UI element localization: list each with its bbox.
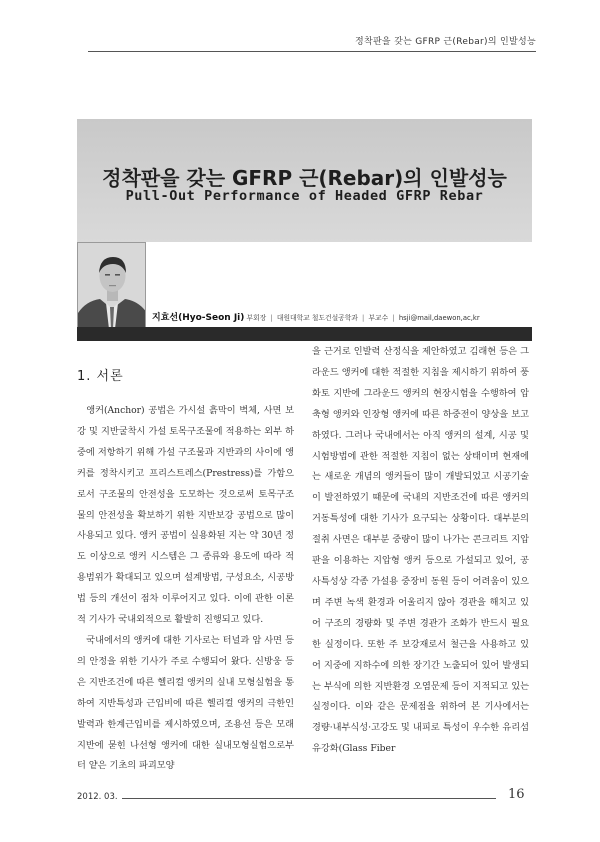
separator: |	[270, 314, 273, 322]
author-photo	[77, 242, 146, 328]
left-column	[77, 401, 294, 777]
paragraph: 앵커(Anchor) 공법은 가시설 흙막이 벽체, 사면 보강 및 지반굴착시 가설 토목구조물에 적용하는 외부 하중에 저항하기 위해 가설 구조물과 지반과의 사이에 앵커를 정착시키고 프리스트레스(Prestress)를 가함으로서 구조물의 안전성을 도모하는 것으로써 토목구조물의 안전성을 확보하기 위한 지반보강 공법으로 많이 사용되고 있다. 앵커 공법이 실용화된 지는 약 30년 정도 이상으로 앵커 시스템은 그 종류와 용도에 따라 적용범위가 확대되고 있으며 설계방법, 구성요소, 시공방법 등의 개선이 점차 이루어지고 있다. 이에 관한 이론적 기사가 국내외적으로 활발히 진행되고 있다.	[77, 405, 294, 626]
page-number: 16	[508, 787, 525, 802]
running-head: 정착판을 갖는 GFRP 근(Rebar)의 인발성능	[354, 37, 536, 47]
author-affiliation: 대원대학교 철도건설공학과	[276, 314, 358, 322]
author-position: 부교수	[368, 314, 389, 322]
author-role: 부회장	[246, 314, 267, 322]
header-rule	[88, 51, 536, 52]
author-line	[152, 310, 480, 323]
article-title-korean: 정착판을 갖는 GFRP 근(Rebar)의 인발성능	[102, 166, 507, 190]
paragraph: 을 근거로 인발력 산정식을 제안하였고 김래현 등은 그라운드 앵커에 대한 적절한 지침을 제시하기 위하여 풍화토 지반에 그라운드 앵커의 현장시험을 수행하여 압축형 앵커와 인장형 앵커에 따른 하중전이 양상을 보고하였다. 그러나 국내에서는 아직 앵커의 설계, 시공 및 시험방법에 관한 적절한 지침이 없는 상태이며 현재에는 새로운 개념의 앵커들이 많이 개발되었고 시공기술이 발전하였기 때문에 국내의 지반조건에 따른 앵커의 거동특성에 대한 기사가 요구되는 상황이다. 대부분의 절취 사면은 대부분 중량이 많이 나가는 콘크리트 지압판을 이용하는 지압형 앵커 등으로 가설되고 있어, 공사특성상 각종 가설용 중장비 동원 등이 어려움이 있으며 주변 녹색 환경과 어울리지 않아 경관을 해치고 있어 구조의 경량화 및 주변 경관가 조화가 반드시 필요한 실정이다. 또한 주 보강재로서 철근을 사용하고 있어 지중에 지하수에 의한 장기간 노출되어 있어 발생되는 부식에 의한 지반환경 오염문제 등이 지적되고 있는 실정이다. 이와 같은 문제점을 위하여 본 기사에서는 경량·내부식성·고강도 및 내피로 특성이 우수한 유리섬유강화(Glass Fiber	[312, 346, 529, 755]
author-portrait-image	[78, 243, 146, 328]
separator: |	[392, 314, 395, 322]
footer-rule	[122, 798, 496, 799]
author-bar	[77, 327, 532, 341]
separator: |	[362, 314, 365, 322]
article-title-english: Pull-Out Performance of Headed GFRP Rebar	[125, 188, 484, 204]
right-column	[312, 342, 529, 760]
author-name: 지효선(Hyo-Seon Ji)	[152, 313, 245, 323]
section-title: 1. 서론	[77, 369, 124, 384]
footer-date: 2012. 03.	[77, 792, 118, 802]
paragraph: 국내에서의 앵커에 대한 기사로는 터널과 암 사면 등의 안정을 위한 기사가 주로 수행되어 왔다. 신방웅 등은 지반조건에 따른 헬리컬 앵커의 실내 모형실험을 통하여 지반특성과 근입비에 따른 헬리컬 앵커의 극한인발력과 한계근입비를 제시하였으며, 조용선 등은 모래지반에 묻힌 나선형 앵커에 대한 실내모형실험으로부터 얕은 기초의 파괴모양	[77, 634, 294, 772]
author-email: hsji@mail,daewon,ac,kr	[398, 314, 480, 322]
